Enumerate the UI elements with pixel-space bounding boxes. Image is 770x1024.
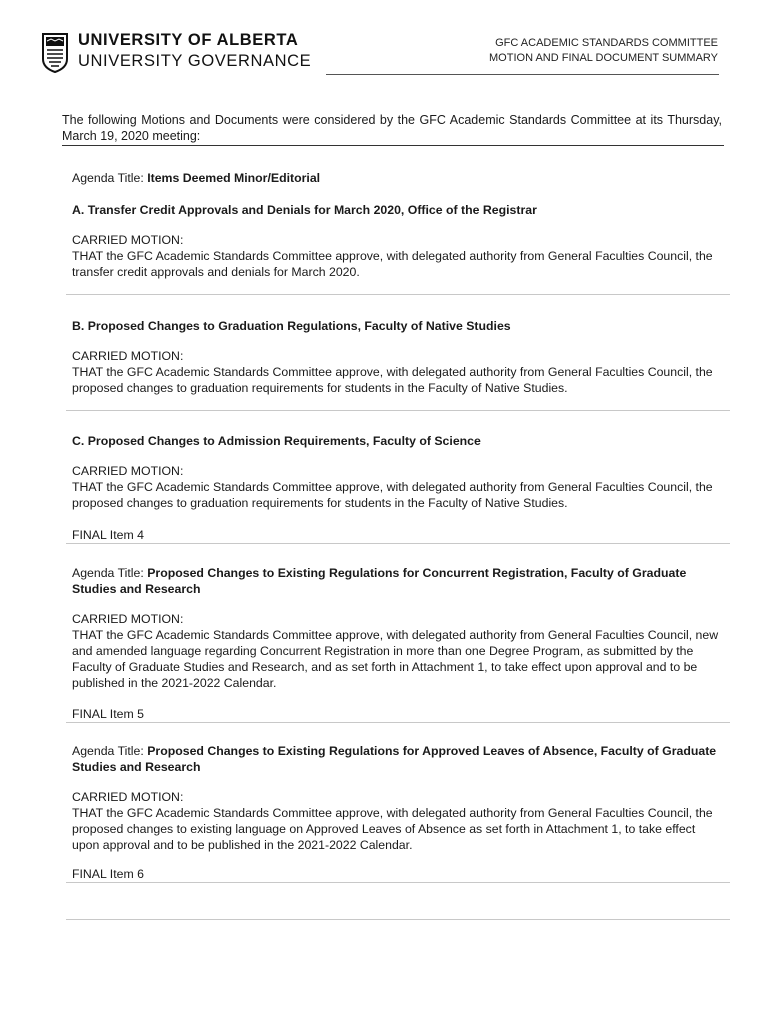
motion-text: THAT the GFC Academic Standards Committee approve, with delegated authority from General Faculties Council, the proposed changes to graduation requirements for students in the Faculty of Native Studies. bbox=[72, 480, 713, 510]
motion-text: THAT the GFC Academic Standards Committee approve, with delegated authority from General Faculties Council, the proposed changes to graduation requirements for students in the Faculty of Native Studies. bbox=[72, 365, 713, 395]
item-b-heading: B. Proposed Changes to Graduation Regulations, Faculty of Native Studies bbox=[72, 319, 511, 333]
agenda-label: Agenda Title: bbox=[72, 566, 148, 580]
final-item-6: FINAL Item 6 bbox=[72, 867, 144, 881]
agenda-2-motion bbox=[72, 611, 720, 691]
agenda-title-1 bbox=[72, 170, 720, 186]
header-divider bbox=[326, 74, 719, 75]
motion-label: CARRIED MOTION: bbox=[72, 464, 184, 478]
section-divider bbox=[66, 882, 730, 883]
item-c-motion bbox=[72, 463, 720, 511]
motion-label: CARRIED MOTION: bbox=[72, 612, 184, 626]
section-divider bbox=[66, 919, 730, 920]
section-divider bbox=[66, 294, 730, 295]
motion-label: CARRIED MOTION: bbox=[72, 233, 184, 247]
motion-text: THAT the GFC Academic Standards Committee approve, with delegated authority from General Faculties Council, new and amended language regarding Concurrent Registration in more than one Degree Program, as submitted by the Faculty of Graduate Studies and Research, and as set forth in Attachment 1, to take effect upon approval and to be published in the 2021-2022 Calendar. bbox=[72, 628, 719, 690]
document-meta bbox=[489, 36, 718, 66]
shield-crest-icon bbox=[42, 33, 68, 73]
agenda-title-3 bbox=[72, 743, 720, 775]
document-type: MOTION AND FINAL DOCUMENT SUMMARY bbox=[489, 52, 718, 64]
motion-label: CARRIED MOTION: bbox=[72, 790, 184, 804]
agenda-3-motion bbox=[72, 789, 720, 853]
item-a-motion bbox=[72, 232, 720, 280]
logo-governance: UNIVERSITY GOVERNANCE bbox=[78, 51, 312, 70]
agenda-title-text: Items Deemed Minor/Editorial bbox=[147, 171, 321, 185]
agenda-label: Agenda Title: bbox=[72, 744, 148, 758]
section-divider bbox=[66, 722, 730, 723]
logo-university-name: UNIVERSITY OF ALBERTA bbox=[78, 31, 299, 49]
agenda-title-text: Proposed Changes to Existing Regulations for Approved Leaves of Absence, Faculty of Graduate Studies and Research bbox=[72, 744, 717, 774]
committee-name: GFC ACADEMIC STANDARDS COMMITTEE bbox=[495, 37, 718, 49]
university-logo bbox=[42, 32, 311, 73]
agenda-title-text: Proposed Changes to Existing Regulations for Concurrent Registration, Faculty of Graduate Studies and Research bbox=[72, 566, 687, 596]
final-item-5: FINAL Item 5 bbox=[72, 707, 144, 721]
item-c-heading: C. Proposed Changes to Admission Requirements, Faculty of Science bbox=[72, 434, 481, 448]
intro-divider bbox=[62, 145, 724, 146]
agenda-label: Agenda Title: bbox=[72, 171, 148, 185]
section-divider bbox=[66, 543, 730, 544]
item-a-heading: A. Transfer Credit Approvals and Denials for March 2020, Office of the Registrar bbox=[72, 203, 537, 217]
agenda-title-2 bbox=[72, 565, 720, 597]
final-item-4: FINAL Item 4 bbox=[72, 528, 144, 542]
motion-text: THAT the GFC Academic Standards Committee approve, with delegated authority from General Faculties Council, the transfer credit approvals and denials for March 2020. bbox=[72, 249, 713, 279]
motion-text: THAT the GFC Academic Standards Committee approve, with delegated authority from General Faculties Council, the proposed changes to existing language on Approved Leaves of Absence as set forth in Attachment 1, to take effect upon approval and to be published in the 2021-2022 Calendar. bbox=[72, 806, 713, 852]
intro-paragraph: The following Motions and Documents were considered by the GFC Academic Standards Committee at its Thursday, March 19, 2020 meeting: bbox=[62, 112, 722, 143]
section-divider bbox=[66, 410, 730, 411]
item-b-motion bbox=[72, 348, 720, 396]
motion-label: CARRIED MOTION: bbox=[72, 349, 184, 363]
